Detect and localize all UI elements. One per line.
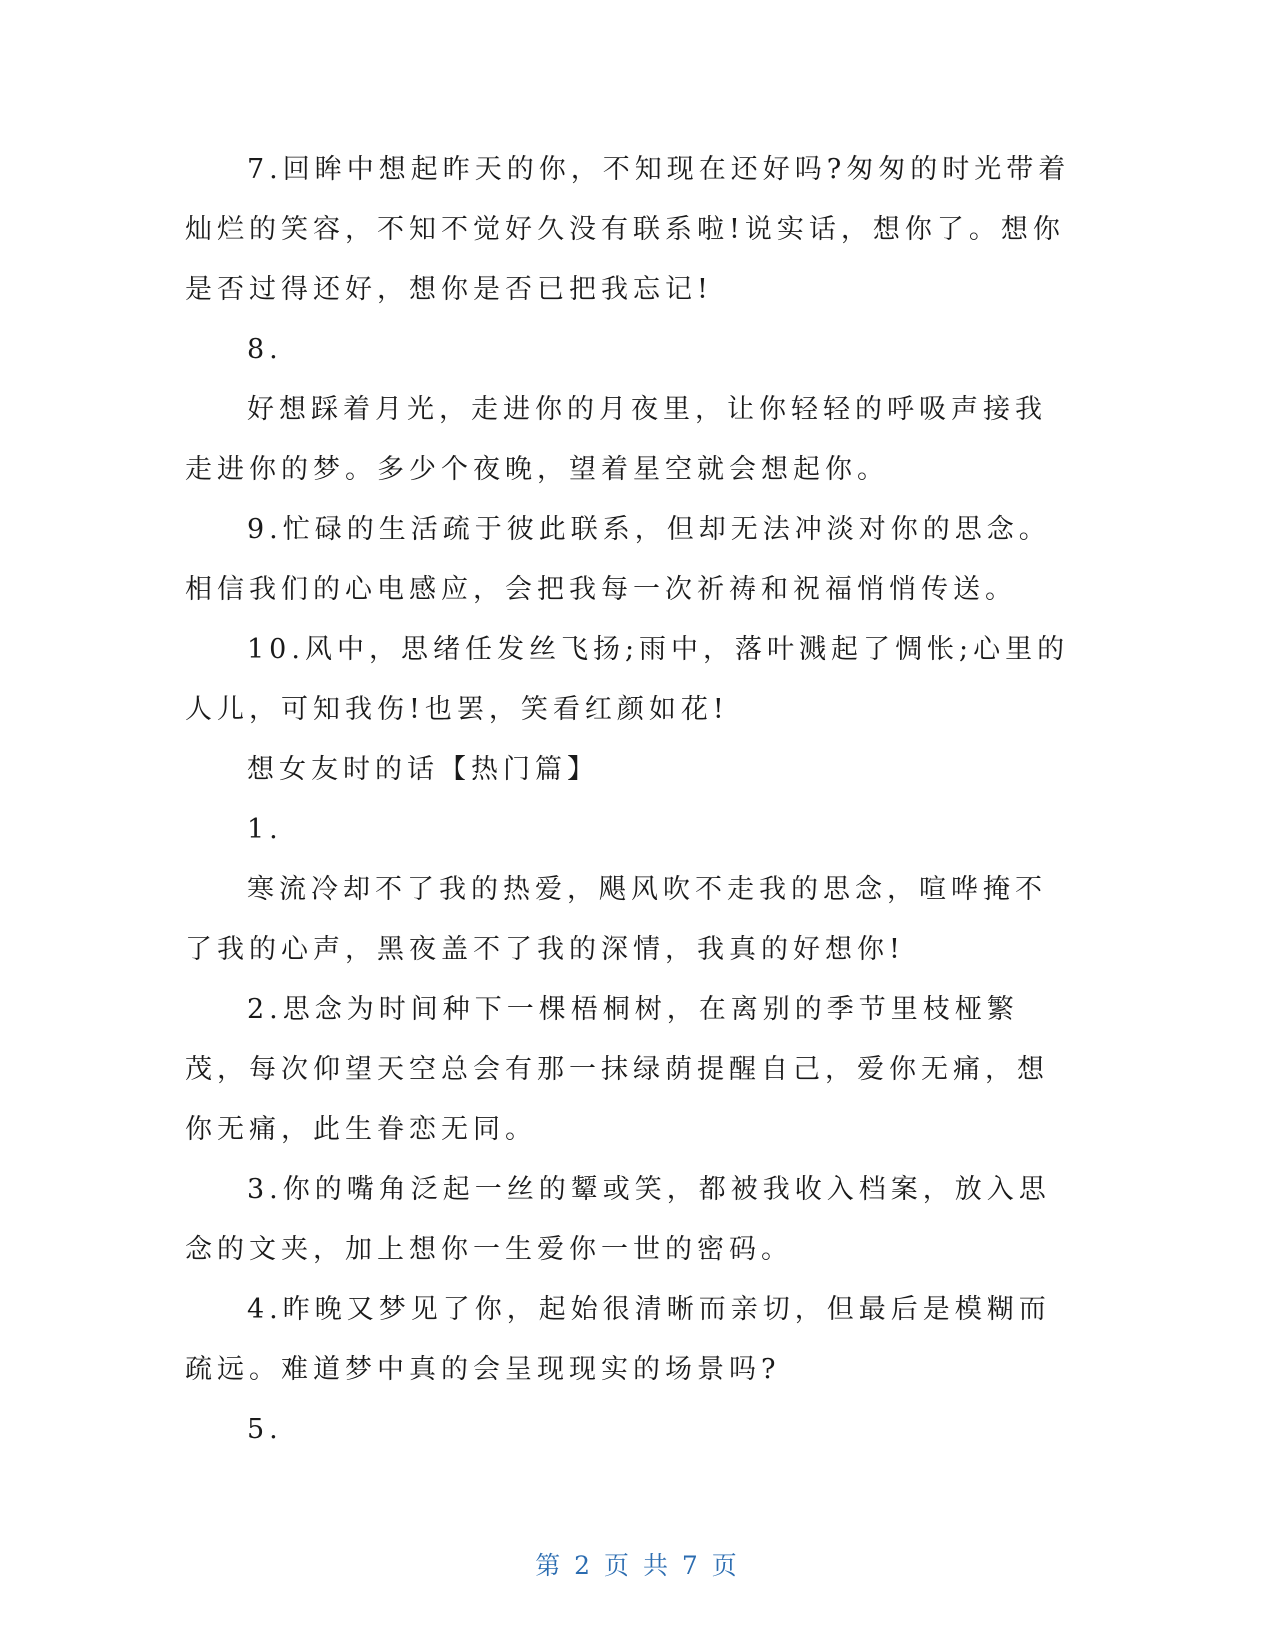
paragraph-5-number: 5.	[247, 1414, 283, 1445]
section-heading: 想女友时的话【热门篇】	[247, 754, 599, 785]
paragraph-10: 10.风中，思绪任发丝飞扬;雨中，落叶溅起了惆怅;心里的人儿，可知我伤!也罢，笑看红颜如花!	[185, 634, 1070, 725]
document-body	[185, 140, 1075, 1460]
paragraph-1-number: 1.	[247, 814, 283, 845]
paragraph-7: 7.回眸中想起昨天的你，不知现在还好吗?匆匆的时光带着灿烂的笑容，不知不觉好久没有联系啦!说实话，想你了。想你是否过得还好，想你是否已把我忘记!	[185, 154, 1071, 305]
page-number-footer: 第 2 页 共 7 页	[535, 1551, 740, 1580]
paragraph-9: 9.忙碌的生活疏于彼此联系，但却无法冲淡对你的思念。相信我们的心电感应，会把我每一次祈祷和祝福悄悄传送。	[185, 514, 1051, 605]
paragraph-2: 2.思念为时间种下一棵梧桐树，在离别的季节里枝桠繁茂，每次仰望天空总会有那一抹绿荫提醒自己，爱你无痛，想你无痛，此生眷恋无同。	[185, 994, 1049, 1145]
paragraph-8: 好想踩着月光，走进你的月夜里，让你轻轻的呼吸声接我走进你的梦。多少个夜晚，望着星空就会想起你。	[185, 394, 1047, 485]
paragraph-1: 寒流冷却不了我的热爱，飓风吹不走我的思念，喧哗掩不了我的心声，黑夜盖不了我的深情，我真的好想你!	[185, 874, 1047, 965]
paragraph-4: 4.昨晚又梦见了你，起始很清晰而亲切，但最后是模糊而疏远。难道梦中真的会呈现现实的场景吗?	[185, 1294, 1051, 1385]
paragraph-8-number: 8.	[247, 334, 283, 365]
paragraph-3: 3.你的嘴角泛起一丝的颦或笑，都被我收入档案，放入思念的文夹，加上想你一生爱你一世的密码。	[185, 1174, 1051, 1265]
